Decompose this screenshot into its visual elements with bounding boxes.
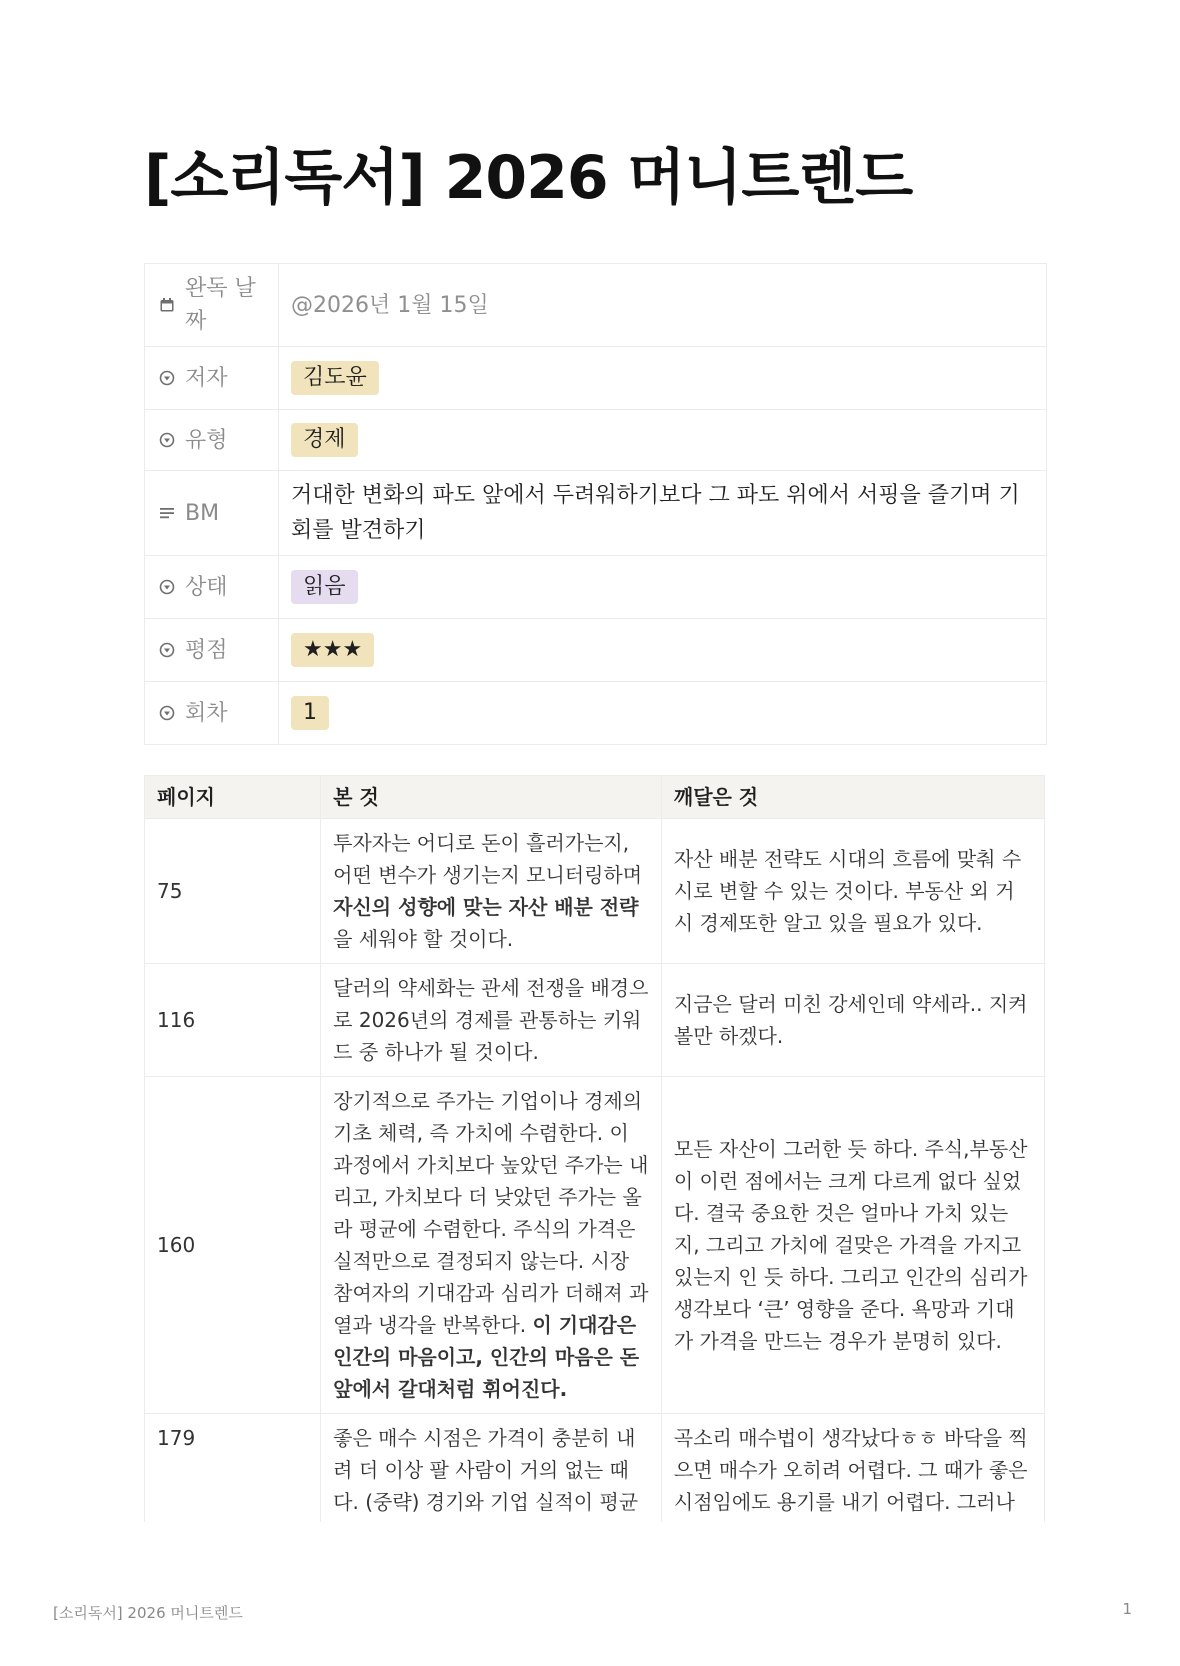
property-name: 완독 날짜	[145, 264, 279, 346]
footer-title: [소리독서] 2026 머니트렌드	[53, 1604, 243, 1622]
seen-cell[interactable]	[321, 1077, 662, 1414]
rating-tag: ★★★	[291, 633, 374, 667]
property-value[interactable]	[279, 347, 1046, 409]
property-value[interactable]	[279, 264, 1046, 346]
select-icon	[159, 705, 185, 721]
property-row-author[interactable]	[145, 347, 1046, 410]
select-icon	[159, 432, 185, 448]
property-value[interactable]	[279, 556, 1046, 618]
property-value[interactable]	[279, 619, 1046, 681]
property-row-round[interactable]	[145, 682, 1046, 745]
learned-cell[interactable]: 곡소리 매수법이 생각났다ㅎㅎ 바닥을 찍으면 매수가 오히려 어렵다. 그 때가 좋은 시점임에도 용기를 내기 어렵다. 그러나	[661, 1414, 1044, 1559]
note-text: 투자자는 어디로 돈이 흘러가는지, 어떤 변수가 생기는지 모니터링하며	[333, 831, 643, 887]
property-name: 평점	[145, 619, 279, 681]
property-name: 저자	[145, 347, 279, 409]
page-number: 1	[1122, 1600, 1132, 1618]
select-icon	[159, 370, 185, 386]
note-text: 장기적으로 주가는 기업이나 경제의 기초 체력, 즉 가치에 수렴한다. 이 과정에서 가치보다 높았던 주가는 내리고, 가치보다 더 낮았던 주가는 올라 평균에 수렴한다. 주식의 가격은 실적만으로 결정되지 않는다. 시장 참여자의 기대감과 심리가 더해져 과열과 냉각을 반복한다.	[333, 1089, 649, 1337]
bm-text: 거대한 변화의 파도 앞에서 두려워하기보다 그 파도 위에서 서핑을 즐기며 기회를 발견하기	[291, 483, 1020, 543]
seen-cell[interactable]	[321, 964, 662, 1077]
page-cell[interactable]: 160	[145, 1077, 321, 1414]
property-name: BM	[145, 471, 279, 555]
note-text: 달러의 약세화는 관세 전쟁을 배경으로 2026년의 경제를 관통하는 키워드 중 하나가 될 것이다.	[333, 976, 649, 1064]
status-tag: 읽음	[291, 570, 358, 604]
table-row	[145, 1077, 1045, 1414]
property-row-rating[interactable]	[145, 619, 1046, 682]
text-icon	[159, 505, 185, 521]
header-seen[interactable]: 본 것	[321, 776, 662, 819]
completion-date: @2026년 1월 15일	[291, 292, 489, 318]
calendar-icon	[159, 297, 185, 313]
property-value[interactable]	[279, 410, 1046, 470]
table-header-row	[145, 776, 1045, 819]
property-name: 상태	[145, 556, 279, 618]
round-tag: 1	[291, 696, 329, 730]
property-row-type[interactable]	[145, 410, 1046, 471]
page-cell[interactable]: 75	[145, 819, 321, 964]
bold-highlight: 자신의 성향에 맞는 자산 배분 전략	[333, 895, 639, 919]
property-row-status[interactable]	[145, 556, 1046, 619]
page-title: [소리독서] 2026 머니트렌드	[144, 143, 913, 213]
reading-notes-table	[144, 775, 1045, 1559]
page-cell[interactable]: 179	[145, 1414, 321, 1559]
properties-table	[144, 263, 1047, 745]
learned-cell[interactable]: 자산 배분 전략도 시대의 흐름에 맞춰 수시로 변할 수 있는 것이다. 부동산 외 거시 경제또한 알고 있을 필요가 있다.	[661, 819, 1044, 964]
table-row	[145, 819, 1045, 964]
select-icon	[159, 579, 185, 595]
property-value[interactable]	[279, 471, 1046, 555]
property-row-date[interactable]	[145, 264, 1046, 347]
note-text: 좋은 매수 시점은 가격이 충분히 내려 더 이상 팔 사람이 거의 없는 때다. (중략) 경기와 기업 실적이 평균	[333, 1426, 639, 1514]
page-cell[interactable]: 116	[145, 964, 321, 1077]
author-tag: 김도윤	[291, 361, 379, 395]
note-text: 을 세워야 할 것이다.	[333, 927, 514, 951]
learned-cell[interactable]: 지금은 달러 미친 강세인데 약세라.. 지켜볼만 하겠다.	[661, 964, 1044, 1077]
property-row-bm[interactable]	[145, 471, 1046, 556]
page-cutoff	[140, 1522, 1050, 1562]
header-learned[interactable]: 깨달은 것	[661, 776, 1044, 819]
learned-cell[interactable]: 모든 자산이 그러한 듯 하다. 주식,부동산이 이런 점에서는 크게 다르게 없다 싶었다. 결국 중요한 것은 얼마나 가치 있는지, 그리고 가치에 걸맞은 가격을 가지고 있는지 인 듯 하다. 그리고 인간의 심리가 생각보다 ‘큰’ 영향을 준다. 욕망과 기대가 가격을 만드는 경우가 분명히 있다.	[661, 1077, 1044, 1414]
header-page[interactable]: 페이지	[145, 776, 321, 819]
property-name: 유형	[145, 410, 279, 470]
property-value[interactable]	[279, 682, 1046, 744]
seen-cell[interactable]	[321, 819, 662, 964]
property-name: 회차	[145, 682, 279, 744]
bold-highlight: 이 기대감은 인간의 마음이고, 인간의 마음은 돈 앞에서 갈대처럼 휘어진다.	[333, 1313, 640, 1401]
table-row	[145, 964, 1045, 1077]
select-icon	[159, 642, 185, 658]
genre-tag: 경제	[291, 423, 358, 457]
